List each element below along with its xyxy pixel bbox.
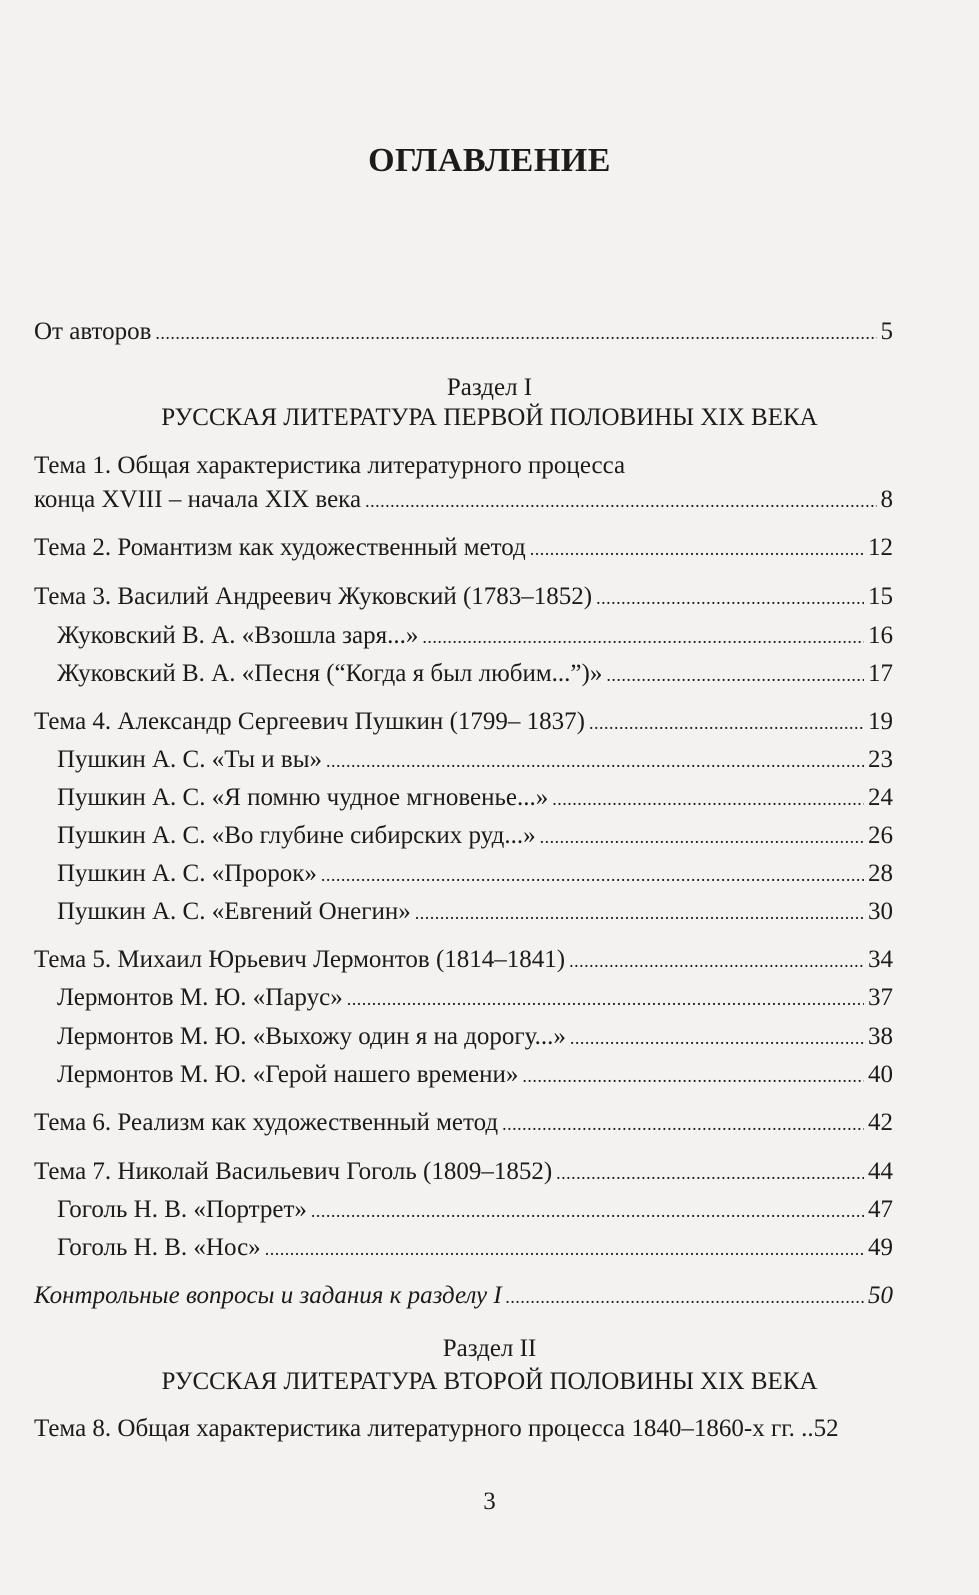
- toc-entry[interactable]: [0, 982, 979, 1014]
- section-subheading: РУССКАЯ ЛИТЕРАТУРА ВТОРОЙ ПОЛОВИНЫ XIX ВЕКА: [161, 1368, 818, 1395]
- section-subheading: РУССКАЯ ЛИТЕРАТУРА ПЕРВОЙ ПОЛОВИНЫ XIX ВЕКА: [161, 404, 818, 431]
- toc-entry[interactable]: [0, 782, 979, 814]
- toc-entry-page: 49: [868, 1234, 893, 1261]
- leader-dots: [506, 1280, 864, 1313]
- leader-dots: [569, 944, 864, 977]
- toc-entry[interactable]: [0, 820, 979, 852]
- toc-entry[interactable]: [0, 658, 979, 690]
- toc-entry-page: 24: [868, 784, 893, 811]
- toc-entry-label: Тема 5. Михаил Юрьевич Лермонтов (1814–1841): [34, 946, 566, 973]
- toc-entry-label: Контрольные вопросы и задания к разделу I: [34, 1282, 502, 1309]
- leader-dots: [321, 858, 864, 891]
- leader-dots: [155, 316, 876, 349]
- leader-dots: [606, 658, 864, 691]
- leader-dots: [556, 1156, 864, 1189]
- leader-dots: [326, 744, 864, 777]
- leader-dots: [365, 484, 876, 517]
- toc-entry[interactable]: [0, 1021, 979, 1053]
- leader-dots: [415, 896, 864, 929]
- toc-entry-label: Тема 8. Общая характеристика литературного процесса 1840–1860-х гг. ..: [34, 1415, 814, 1442]
- toc-entry-topic1[interactable]: [0, 484, 979, 516]
- toc-entry-label: Лермонтов М. Ю. «Парус»: [57, 984, 343, 1011]
- toc-entry-label: Пушкин А. С. «Во глубине сибирских руд...»: [57, 822, 536, 849]
- leader-dots: [422, 620, 864, 653]
- toc-entry-page: 15: [868, 583, 893, 610]
- toc-entry-label: Гоголь Н. В. «Нос»: [57, 1234, 261, 1261]
- toc-entry[interactable]: [0, 896, 979, 928]
- leader-dots: [522, 1059, 864, 1092]
- toc-entry[interactable]: [0, 1107, 979, 1139]
- leader-dots: [265, 1232, 864, 1265]
- toc-entry-label: Лермонтов М. Ю. «Герой нашего времени»: [57, 1061, 519, 1088]
- toc-entry-page: 40: [868, 1061, 893, 1088]
- toc-entry-label: Тема 3. Василий Андреевич Жуковский (1783–1852): [34, 583, 593, 610]
- toc-entry[interactable]: [0, 706, 979, 738]
- toc-entry-label: Жуковский В. А. «Взошла заря...»: [57, 622, 419, 649]
- leader-dots: [540, 820, 864, 853]
- toc-entry-label: Жуковский В. А. «Песня (“Когда я был любим...”)»: [57, 660, 603, 687]
- leader-dots: [589, 706, 864, 739]
- toc-entry-page: 16: [868, 622, 893, 649]
- leader-dots: [570, 1021, 864, 1054]
- toc-entry-page: 19: [868, 708, 893, 735]
- toc-entry-page: 26: [868, 822, 893, 849]
- toc-entry-label: Тема 7. Николай Васильевич Гоголь (1809–1852): [34, 1158, 553, 1185]
- toc-entry-label: Тема 4. Александр Сергеевич Пушкин (1799– 1837): [34, 708, 585, 735]
- toc-entry-label: Лермонтов М. Ю. «Выхожу один я на дорогу...»: [57, 1023, 566, 1050]
- toc-entry-page: 8: [880, 486, 893, 513]
- toc-entry[interactable]: [0, 744, 979, 776]
- toc-entry-preface[interactable]: [0, 316, 979, 348]
- toc-entry[interactable]: [0, 1194, 979, 1226]
- toc-entry-topic8[interactable]: [34, 1413, 839, 1445]
- toc-entry-label: От авторов: [34, 318, 152, 345]
- toc-entry-page: 17: [868, 660, 893, 687]
- toc-entry-label: Гоголь Н. В. «Портрет»: [57, 1196, 307, 1223]
- toc-entry-page: 28: [868, 860, 893, 887]
- toc-entry-label: Пушкин А. С. «Я помню чудное мгновенье...»: [57, 784, 549, 811]
- toc-entry[interactable]: [0, 944, 979, 976]
- toc-entry[interactable]: [0, 1280, 979, 1312]
- leader-dots: [347, 982, 864, 1015]
- toc-entry-page: 38: [868, 1023, 893, 1050]
- leader-dots: [530, 532, 864, 565]
- toc-entry[interactable]: [0, 1232, 979, 1264]
- toc-entry-label: Пушкин А. С. «Евгений Онегин»: [57, 898, 411, 925]
- toc-entry-page: 50: [868, 1282, 893, 1309]
- toc-entry[interactable]: [0, 1156, 979, 1188]
- toc-entry[interactable]: [0, 581, 979, 613]
- leader-dots: [502, 1107, 864, 1140]
- toc-entry-topic1-line1[interactable]: Тема 1. Общая характеристика литературного процесса: [34, 452, 626, 479]
- page-title: ОГЛАВЛЕНИЕ: [368, 142, 611, 179]
- toc-entry[interactable]: [0, 532, 979, 564]
- toc-entry-label: Тема 6. Реализм как художественный метод: [34, 1109, 499, 1136]
- toc-entry-label: Пушкин А. С. «Пророк»: [57, 860, 317, 887]
- toc-entry-page: 47: [868, 1196, 893, 1223]
- toc-entry-label: Пушкин А. С. «Ты и вы»: [57, 746, 322, 773]
- toc-entry-page: 52: [813, 1415, 839, 1442]
- toc-entry[interactable]: [0, 858, 979, 890]
- toc-entry-page: 42: [868, 1109, 893, 1136]
- leader-dots: [596, 581, 864, 614]
- toc-entry-label: Тема 2. Романтизм как художественный метод: [34, 534, 526, 561]
- leader-dots: [552, 782, 864, 815]
- section-heading: Раздел I: [446, 374, 533, 401]
- toc-entry-label: конца XVIII – начала XIX века: [34, 486, 362, 513]
- toc-entry-page: 44: [868, 1158, 893, 1185]
- toc-entry[interactable]: [0, 620, 979, 652]
- toc-entry[interactable]: [0, 1059, 979, 1091]
- toc-entry-page: 30: [868, 898, 893, 925]
- page-number: 3: [483, 1488, 496, 1515]
- toc-entry-page: 12: [868, 534, 893, 561]
- toc-entry-page: 5: [880, 318, 893, 345]
- leader-dots: [311, 1194, 864, 1227]
- section-heading: Раздел II: [442, 1335, 537, 1362]
- toc-entry-page: 23: [868, 746, 893, 773]
- toc-entry-page: 34: [868, 946, 893, 973]
- toc-entry-page: 37: [868, 984, 893, 1011]
